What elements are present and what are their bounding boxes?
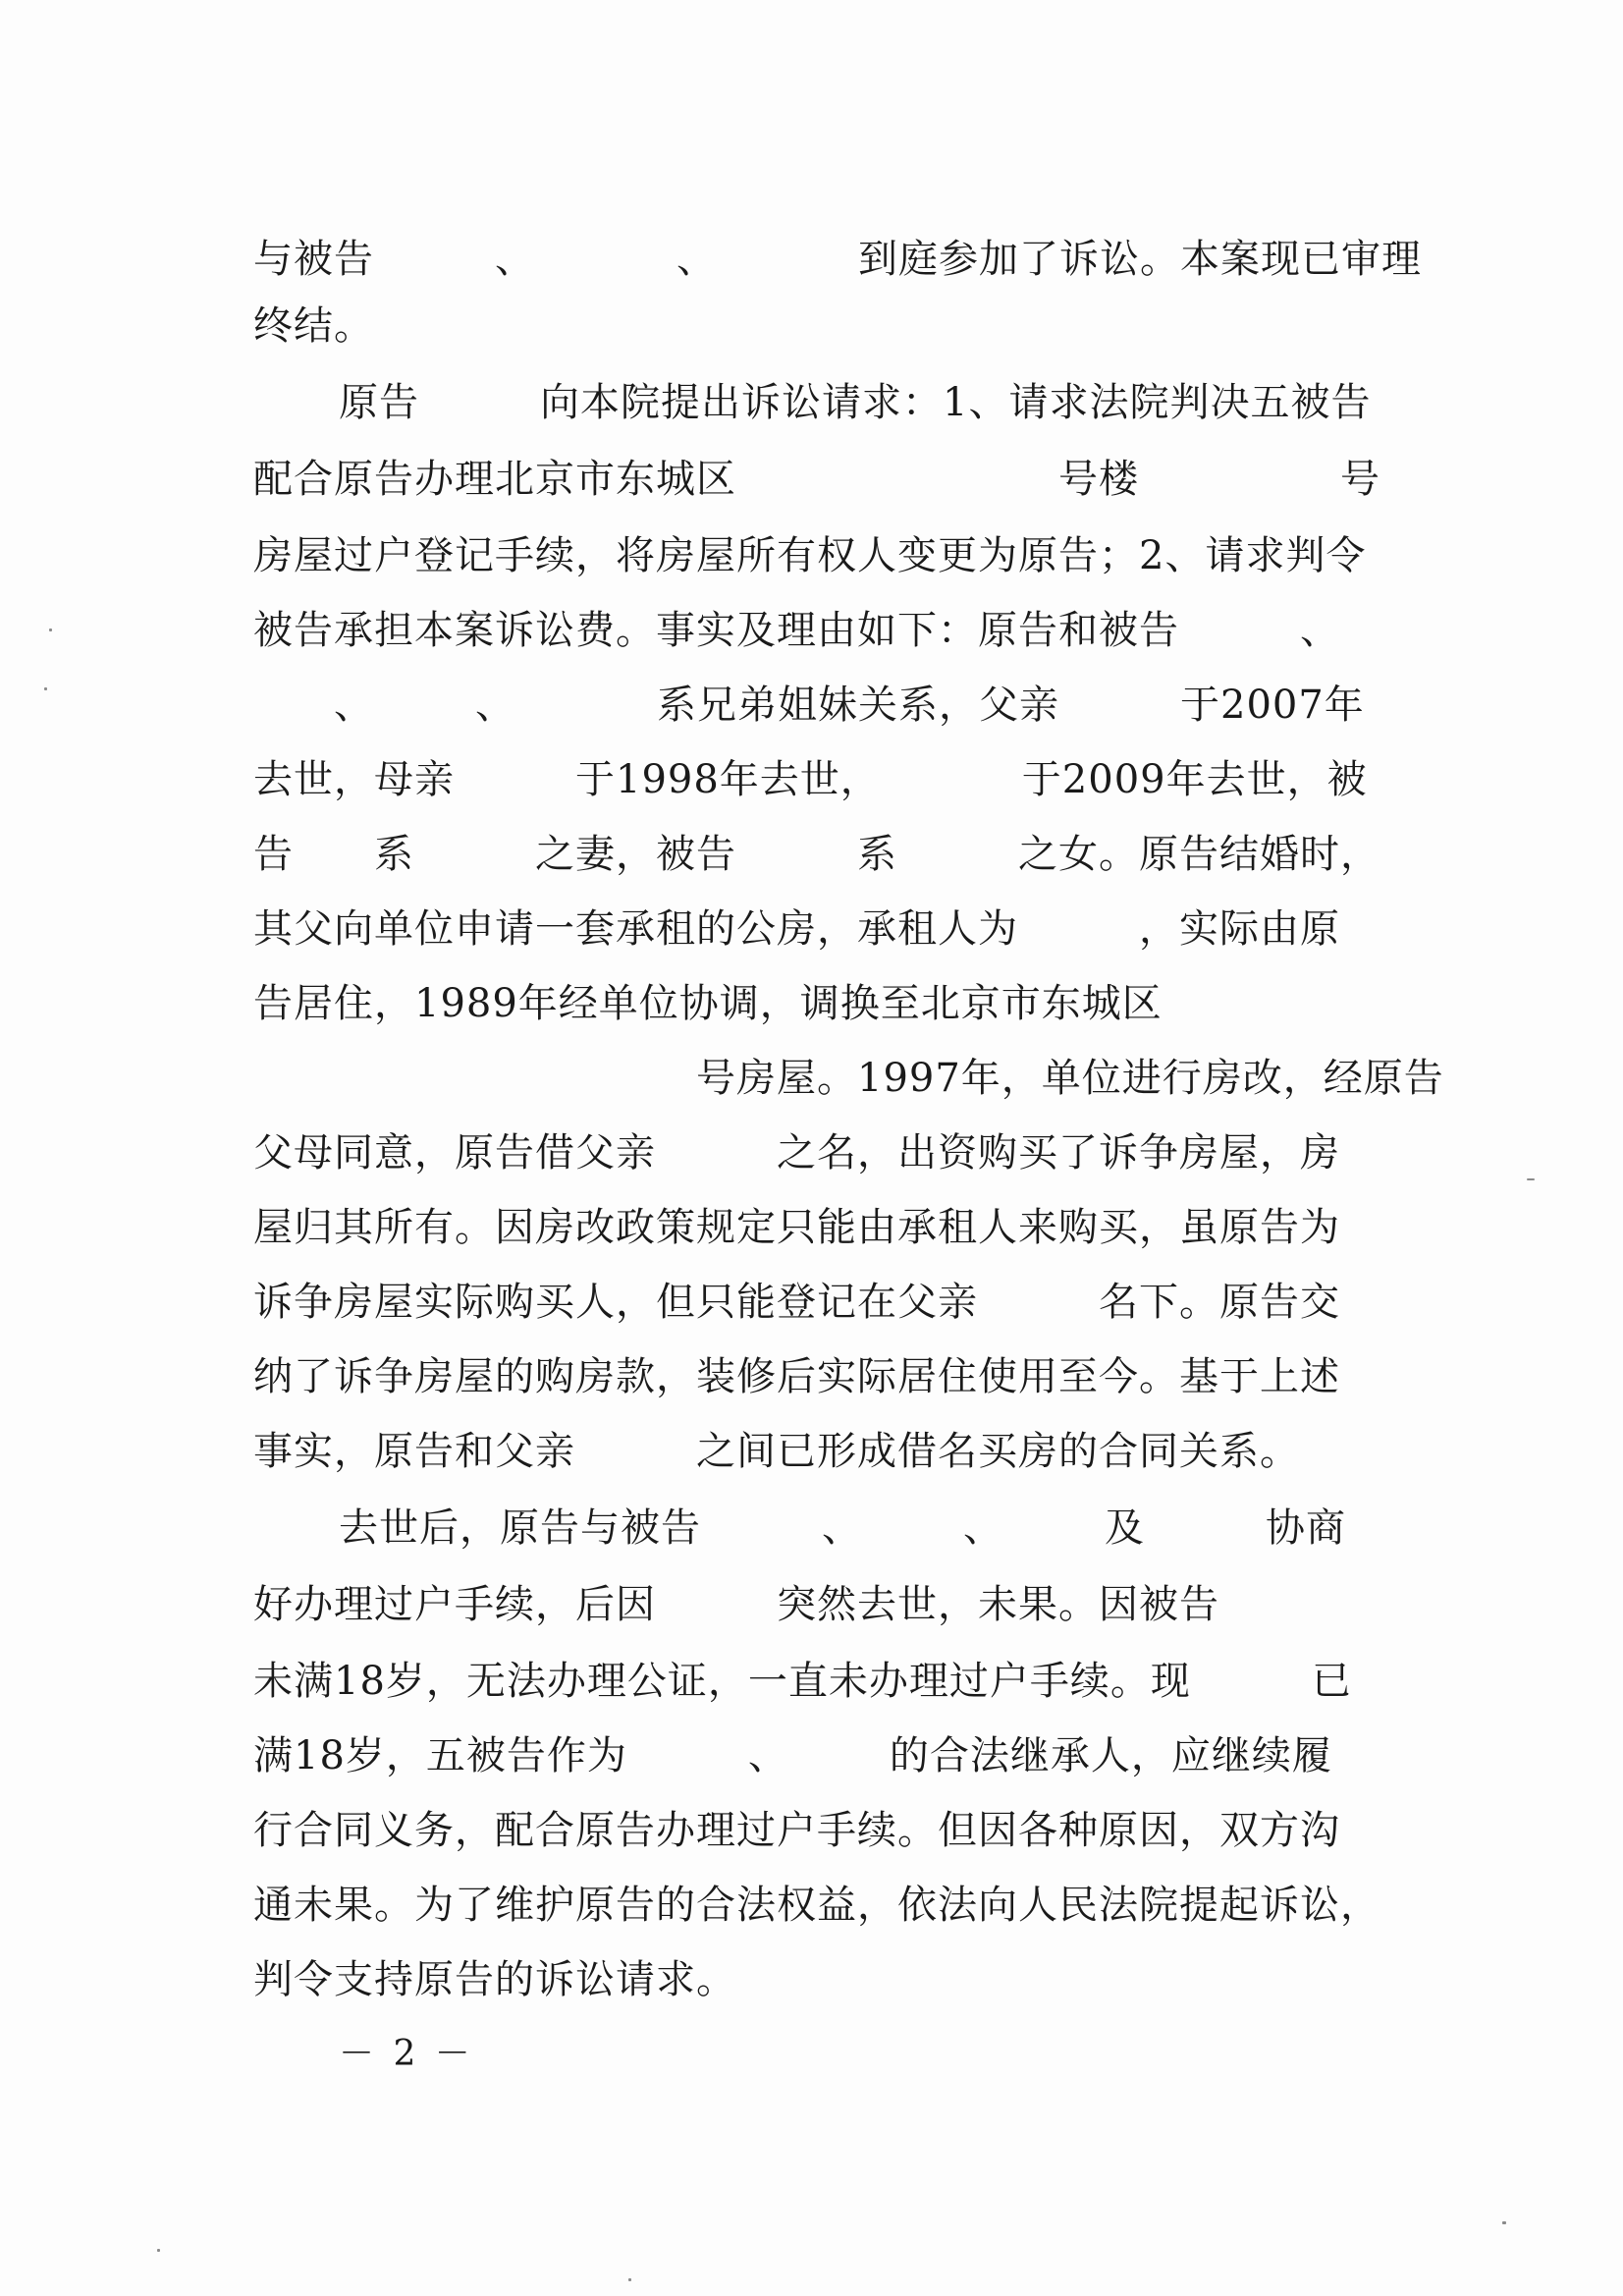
scan-speck [157,2249,160,2252]
page-number: － 2 － [339,2034,474,2074]
document-line: 屋归其所有。因房改政策规定只能由承租人来购买，虽原告为 [253,1205,1340,1250]
scan-speck [1527,1178,1535,1180]
document-line: 行合同义务，配合原告办理过户手续。但因各种原因，双方沟 [253,1808,1340,1853]
document-line: 告 系 之妻，被告 系 之女。原告结婚时， [253,832,1380,877]
document-line: 被告承担本案诉讼费。事实及理由如下：原告和被告 、 [253,608,1340,653]
document-line: 终结。 [253,303,374,349]
document-line: 纳了诉争房屋的购房款，装修后实际居住使用至今。基于上述 [253,1354,1340,1399]
scan-speck [49,629,52,631]
document-line: 好办理过户手续，后因 突然去世，未果。因被告 [253,1582,1219,1627]
document-line: 与被告 、 、 到庭参加了诉讼。本案现已审理 [253,237,1422,282]
document-line: 未满18岁，无法办理公证，一直未办理过户手续。现 已 [253,1659,1352,1704]
document-line: 判令支持原告的诉讼请求。 [253,1957,736,2002]
scan-speck [628,2278,631,2281]
document-line: 配合原告办理北京市东城区 号楼 号 [253,457,1380,502]
document-line: 告居住，1989年经单位协调，调换至北京市东城区 [253,981,1163,1026]
scan-speck [44,687,47,690]
document-line: 其父向单位申请一套承租的公房，承租人为 ，实际由原 [253,906,1340,952]
document-line: 房屋过户登记手续，将房屋所有权人变更为原告；2、请求判令 [253,533,1367,578]
document-line: 去世，母亲 于1998年去世， 于2009年去世，被 [253,757,1368,802]
document-line: 满18岁，五被告作为 、 的合法继承人，应继续履 [253,1733,1332,1778]
document-line: 事实，原告和父亲 之间已形成借名买房的合同关系。 [253,1429,1300,1474]
document-line: 原告 向本院提出诉讼请求：1、请求法院判决五被告 [339,380,1372,425]
scan-speck [1502,2221,1506,2224]
document-line: 父母同意，原告借父亲 之名，出资购买了诉争房屋，房 [253,1130,1340,1175]
document-line: 去世后，原告与被告 、 、 及 协商 [339,1505,1346,1551]
document-line: 诉争房屋实际购买人，但只能登记在父亲 名下。原告交 [253,1280,1340,1325]
document-line: 号房屋。1997年，单位进行房改，经原告 [253,1056,1444,1101]
document-line: 、 、 系兄弟姐妹关系，父亲 于2007年 [253,683,1365,728]
document-line: 通未果。为了维护原告的合法权益，依法向人民法院提起诉讼， [253,1883,1380,1928]
